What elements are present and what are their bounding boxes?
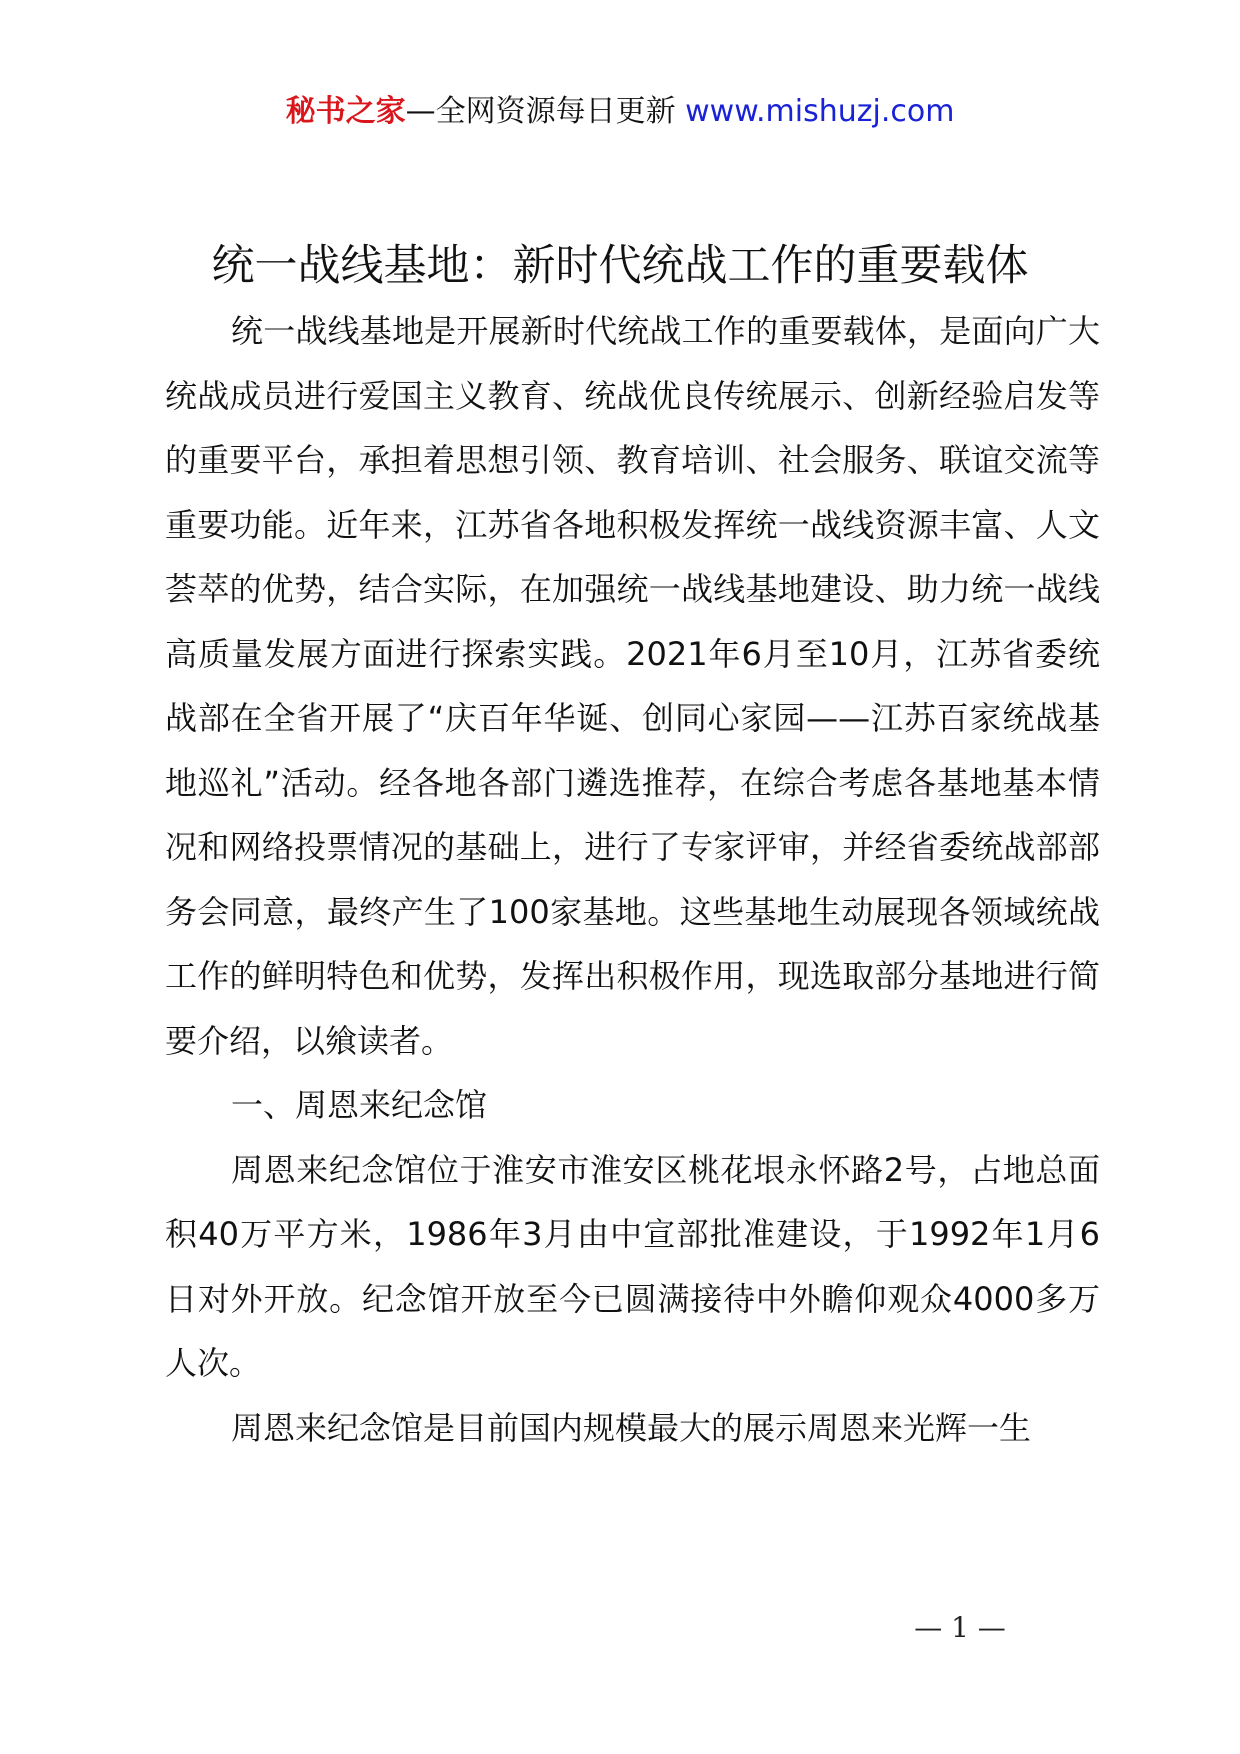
section-heading: 一、周恩来纪念馆 [231,1086,488,1124]
document-title: 统一战线基地：新时代统战工作的重要载体 [211,241,1029,291]
intro-paragraph: 统一战线基地是开展新时代统战工作的重要载体，是面向广大统战成员进行爱国主义教育、统战优良传统展示、创新经验启发等的重要平台，承担着思想引领、教育培训、社会服务、联谊交流等重要功能。近年来，江苏省各地积极发挥统一战线资源丰富、人文荟萃的优势，结合实际，在加强统一战线基地建设、助力统一战线高质量发展方面进行探索实践。2021年6月至10月，江苏省委统战部在全省开展了“庆百年华诞、创同心家园——江苏百家统战基地巡礼”活动。经各地各部门遴选推荐，在综合考虑各基地基本情况和网络投票情况的基础上，进行了专家评审，并经省委统战部部务会同意，最终产生了100家基地。这些基地生动展现各领域统战工作的鲜明特色和优势，发挥出积极作用，现选取部分基地进行简要介绍，以飨读者。 [165,312,1100,1060]
site-url-link[interactable]: www.mishuzj.com [685,94,955,129]
brand-name: 秘书之家 [285,94,406,129]
section-paragraph: 周恩来纪念馆是目前国内规模最大的展示周恩来光辉一生 [231,1408,1032,1447]
document-body [165,299,1100,1460]
page-number: — 1 — [914,1611,1006,1644]
site-header [0,92,1240,132]
header-tagline: —全网资源每日更新 [405,94,676,129]
section-paragraph: 周恩来纪念馆位于淮安市淮安区桃花垠永怀路2号，占地总面积40万平方米，1986年3月由中宣部批准建设，于1992年1月6日对外开放。纪念馆开放至今已圆满接待中外瞻仰观众4000多万人次。 [165,1150,1100,1382]
